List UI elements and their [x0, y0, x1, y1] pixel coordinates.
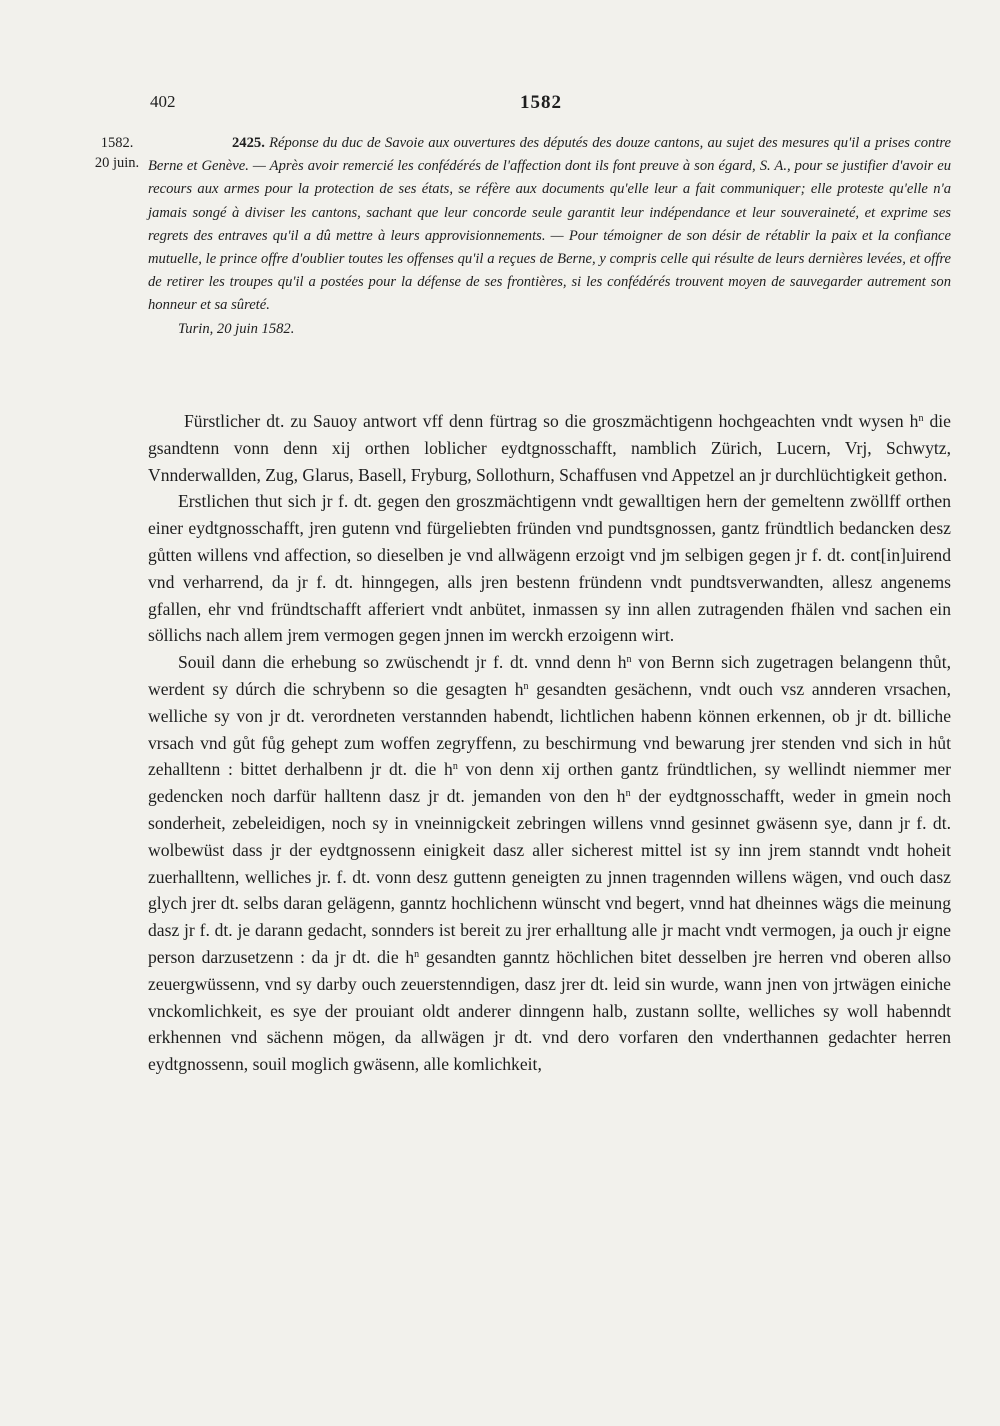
paragraph-1: Fürstlicher dt. zu Sauoy antwort vff denn fürtrag so die groszmächtigenn hochgeachten vndt wysen $h^n$ die gsandtenn vonn denn xij orthen loblicher eydtgnosschafft, namblich Zürich, Lucern, Vrj, Schwytz, Vnnderwallden, Zug, Glarus, Basell, Fryburg, Sollothurn, Schaffusen vnd Appetzel an jr durchlüchtigkeit gethon.	[148, 411, 951, 485]
paragraph-2: Erstlichen thut sich jr f. dt. gegen den groszmächtigenn vndt gewalltigen hern der gemeltenn zwöllff orthen einer eydtgnosschafft, jren gutenn vnd fürgeliebten fründen vnd pundtsgnossen, gantz fründtlich bedancken desz gůtten willens vnd affection, so dieselben je vnd allwägenn erzoigt vnd jm selbigen gegen jr f. dt. cont[in]uirend vnd verharrend, da jr f. dt. hinngegen, alls jren bestenn fründenn vndt pundtsverwandten, allesz angenems gfallen, ehr vnd fründtschafft afferiert vndt anbütet, inmassen sy inn allen zutragenden fhälen vnd sachen ein söllichs nach allem jrem vermogen gegen jnnen im werckh erzoigenn wirt.	[148, 491, 951, 646]
document-number: 2425.	[232, 135, 265, 151]
page-header	[0, 92, 1000, 122]
margin-day: 20 juin.	[94, 155, 140, 171]
margin-year: 1582.	[100, 135, 134, 151]
page-number: 402	[150, 92, 176, 111]
running-year: 1582	[520, 92, 562, 113]
summary-text: Réponse du duc de Savoie aux ouvertures des députés des douze cantons, au sujet des mesures qu'il a prises contre Berne et Genève. — Après avoir remercié les confédérés de l'affection dont ils font preuve à son égard, S. A., pour se justifier d'avoir eu recours aux armes pour la protection de ses états, se réfère aux documents qu'elle leur a fait communiquer; elle proteste qu'elle n'a jamais songé à diviser les cantons, sachant que leur concorde seule garantit leur indépendance et leur souveraineté, et exprime ses regrets des entraves qu'il a dû mettre à leurs approvisionnements. — Pour témoigner de son désir de rétablir la paix et la confiance mutuelle, le prince offre d'oublier toutes les offenses qu'il a reçues de Berne, y compris celle qui résulte de leurs dernières levées, et offre de retirer les troupes qu'il a postées pour la défense de ses frontières, si les confédérés trouvent moyen de sauvegarder autrement son honneur et sa sûreté.	[148, 135, 951, 314]
margin-date-note	[82, 133, 152, 173]
transcription-body	[148, 408, 951, 1078]
document-summary	[148, 132, 951, 341]
paragraph-3: Souil dann die erhebung so zwüschendt jr f. dt. vnnd denn $h^n$ von Bernn sich zugetragen belangenn thůt, werdent sy dúrch die schrybenn so die gesagten $h^n$ gesandten gesächenn, vndt ouch vsz annderen vrsachen, welliche sy von jr dt. verordneten verstannden habendt, lichtlichen habenn können erkennen, ob jr dt. billiche vrsach vnd gůt fůg gehept zum woffen zegryffenn, zu beschirmung vnd bewarung jrer stenden vnd sich in hůt zehalltenn : bittet derhalbenn jr dt. die $h^n$ von denn xij orthen gantz fründtlichen, sy wellindt niemmer mer gedencken noch darfür halltenn dasz jr dt. jemanden von den $h^n$ der eydtgnosschafft, weder in gmein noch sonderheit, zebeleidigen, noch sy in vneinnigckeit zebringen willens vnnd gesinnet gwäsenn sye, dann jr f. dt. wolbewüst dass jr der eydtgnossenn einigkeit dasz aller sicherest mittel ist sy inn jrem stanndt vndt hoheit zuerhalltenn, welliches jr. f. dt. vonn desz guttenn geneigten zu jnnen tragennden willens wägen, vnd ouch dasz glych jrer dt. selbs daran gelägenn, ganntz hochlichenn wünscht vnd begert, vnnd hat dheinnes wägs die meinung dasz jr f. dt. je darann gedacht, sonnders ist bereit zu jrer erhalltung alle jr macht vndt vermogen, ja ouch jr eigne person darzusetzenn : da jr dt. die $h^n$ gesandten ganntz höchlichen bitet desselben jre herren vnd oberen allso zeuergwüssenn, vnd sy darby ouch zeuerstenndigen, dasz jrer dt. leid sin wurde, wann jnen von jrtwägen einiche vnckomlichkeit, es sye der prouiant oldt anderer dinngenn halb, zustann sollte, welliches sy woll habenndt erkhennen vnd sächenn mögen, da allwägen jr dt. vnd dero vorfaren den vnderthannen gedachter herren eydtgnossenn, souil moglich gwäsenn, alle komlichkeit,	[148, 652, 952, 1075]
dateline: Turin, 20 juin 1582.	[178, 320, 295, 337]
